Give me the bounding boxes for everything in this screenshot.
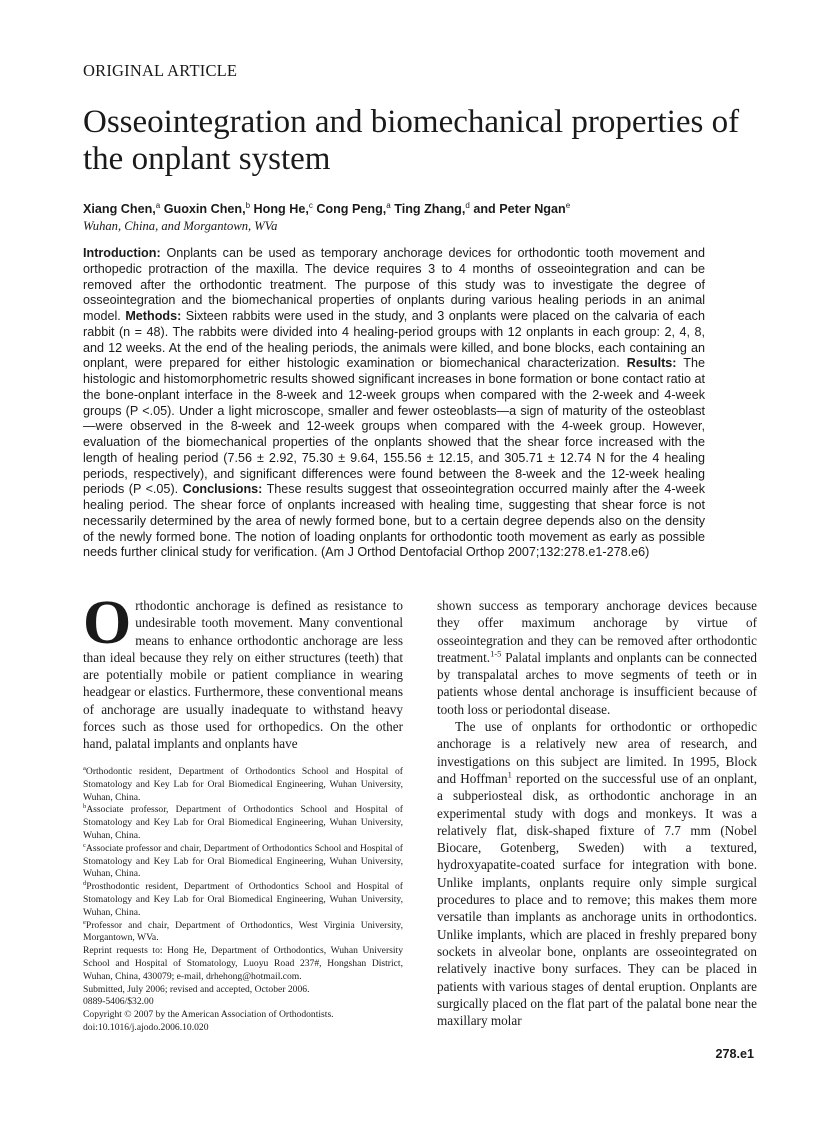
doi: doi:10.1016/j.ajodo.2006.10.020: [83, 1021, 209, 1033]
drop-cap: O: [83, 589, 132, 657]
author: Hong He,: [250, 202, 309, 217]
author: Xiang Chen,: [83, 202, 156, 217]
body-text: rthodontic anchorage is defined as resistance to undesirable tooth movement. Many conventional means to enhance orthodontic anchorage are less than ideal because they rely on either structures (teeth) that are potentially mobile or patient compliance in wearing headgear or elastics. Furthermore, these conventional means of anchorage are usually inadequate to withstand heavy forces such as those used for orthopedics. On the other hand, palatal implants and onplants have: [83, 598, 403, 752]
issn-price: 0889-5406/$32.00: [83, 996, 154, 1008]
citation: 1: [507, 769, 512, 780]
reprint-requests: Reprint requests to: Hong He, Department of Orthodontics, Wuhan University School and Hospital of Stomatology, Luoyu Road 237#, Hongshan District, Wuhan, China, 430079; e-mail, drhehong@hotmail.com.: [83, 945, 403, 982]
abstract-conclusions: These results suggest that osseointegration occurred mainly after the 4-week healing period. The shear force of onplants increased with healing time, suggesting that shear force is not necessarily determined by the area of newly formed bone, but to a certain degree depends also on the density of the newly formed bone. The notion of loading onplants for orthodontic tooth movement as early as possible needs further clinical study for verification. (Am J Orthod Dentofacial Orthop 2007;132:278.e1-278.e6): [83, 482, 705, 560]
submission-dates: Submitted, July 2006; revised and accepted, October 2006.: [83, 983, 310, 995]
footnote-text: Prosthodontic resident, Department of Orthodontics School and Hospital of Stomatology and Key Lab for Oral Biomedical Engineering, Wuhan University, Wuhan, China.: [83, 881, 403, 918]
author-affiliation-mark: b: [245, 201, 251, 210]
citation: 1-5: [490, 648, 502, 659]
body-text: The use of onplants for orthodontic or orthopedic anchorage is a relatively new area of research, and investigations on this subject are limited. In 1995, Block and Hoffman: [437, 719, 757, 786]
body-column-left: [83, 589, 403, 753]
footnote-text: Associate professor, Department of Orthodontics School and Hospital of Stomatology and Key Lab for Oral Biomedical Engineering, Wuhan University, Wuhan, China.: [83, 804, 403, 841]
footnote-mark: d: [83, 879, 87, 887]
footnote: [83, 881, 403, 919]
author: and Peter Ngan: [469, 202, 566, 217]
author-affiliation-mark: d: [465, 201, 470, 210]
author-affiliation-mark: e: [565, 201, 571, 210]
body-paragraph: [437, 718, 757, 1029]
abstract-label-results: Results:: [626, 356, 677, 371]
page-number: 278.e1: [715, 1047, 754, 1061]
author: Guoxin Chen,: [160, 202, 246, 217]
body-text: reported on the successful use of an onplant, a subperiosteal disk, as orthodontic anchorage in an experimental study with dogs and monkeys. It was a relatively flat, disk-shaped fixture of 7.7 mm (Nobel Biocare, Gotenberg, Sweden) with a textured, hydroxyapatite-coated surface for integration with bone. Unlike implants, onplants require only simple surgical procedures to place and to remove; this makes them more versatile than implants as anchorage units in orthodontics. Unlike implants, which are placed in freshly prepared bony sockets in alveolar bone, onplants are osseointegrated on relatively inactive bony surfaces. They can be placed in patients with various stages of dental eruption. Onplants are surgically placed on the flat part of the palatal bone near the maxillary molar: [437, 770, 757, 1029]
footnote: [83, 843, 403, 881]
footnotes: [83, 766, 403, 1035]
footnote-text: Orthodontic resident, Department of Orthodontics School and Hospital of Stomatology and Key Lab for Oral Biomedical Engineering, Wuhan University, Wuhan, China.: [83, 766, 403, 803]
author: Cong Peng,: [312, 202, 387, 217]
author-affiliation-mark: a: [155, 201, 161, 210]
abstract-methods: Sixteen rabbits were used in the study, and 3 onplants were placed on the calvaria of each rabbit (n = 48). The rabbits were divided into 4 healing-period groups with 12 onplants in each group: 2, 4, 8, and 12 weeks. At the end of the healing periods, the animals were killed, and bone blocks, each containing an onplant, were prepared for either histologic examination or biomechanical characterization.: [83, 309, 705, 371]
body-text: shown success as temporary anchorage devices because they offer maximum anchorage by virtue of osseointegration and they can be removed after orthodontic treatment.: [437, 598, 757, 665]
author-location: Wuhan, China, and Morgantown, WVa: [83, 219, 278, 233]
abstract-introduction: Onplants can be used as temporary anchorage devices for orthodontic tooth movement and orthopedic protraction of the maxilla. The device requires 3 to 4 months of osseointegration and can be removed after the orthodontic treatment. The purpose of this study was to investigate the degree of osseointegration and the biomechanical properties of onplants during various healing periods in an animal model.: [83, 246, 705, 323]
abstract-results: The histologic and histomorphometric results showed significant increases in bone formation or bone contact ratio at the bone-onplant interface in the 8-week and 12-week groups when compared with the 2-week and 4-week groups (P <.05). Under a light microscope, smaller and fewer osteoblasts—a sign of maturity of the osteoblast—were observed in the 8-week and 12-week groups when compared with the 4-week group. However, evaluation of the biomechanical properties of the onplants showed that the shear force increased with the length of healing period (7.56 ± 2.92, 75.30 ± 9.64, 155.56 ± 12.15, and 305.71 ± 12.74 N for the 4 healing periods, respectively), and significant differences were found between the 8-week and the 12-week healing periods (P <.05).: [83, 356, 705, 497]
footnote: [83, 920, 403, 946]
section-label: ORIGINAL ARTICLE: [83, 61, 238, 80]
footnote-text: Professor and chair, Department of Orthodontics, West Virginia University, Morgantown, WVa.: [83, 919, 403, 944]
author-affiliation-mark: a: [386, 201, 391, 210]
footnote: [83, 766, 403, 804]
abstract: [83, 246, 705, 561]
footnote-mark: b: [83, 803, 87, 811]
author-list: [83, 201, 570, 216]
footnote: [83, 804, 403, 842]
body-paragraph: [83, 589, 403, 753]
author-affiliation-mark: c: [308, 201, 313, 210]
footnote-text: Associate professor and chair, Department of Orthodontics School and Hospital of Stomatology and Key Lab for Oral Biomedical Engineering, Wuhan University, Wuhan, China.: [83, 842, 403, 880]
body-text: Palatal implants and onplants can be connected by transpalatal arches to move segments of teeth or in patients whose dental anchorage is insufficient because of tooth loss or periodontal disease.: [437, 649, 757, 717]
abstract-label-introduction: Introduction:: [83, 246, 161, 260]
abstract-label-conclusions: Conclusions:: [182, 482, 263, 497]
copyright: Copyright © 2007 by the American Association of Orthodontists.: [83, 1009, 334, 1021]
body-paragraph: [437, 597, 757, 718]
abstract-label-methods: Methods:: [125, 309, 182, 323]
body-column-right: [437, 597, 757, 1029]
article-title: Osseointegration and biomechanical properties of the onplant system: [83, 104, 740, 177]
author: Ting Zhang,: [390, 202, 466, 217]
footnote-mark: c: [83, 841, 86, 849]
footnote-mark: e: [83, 918, 86, 926]
footnote-mark: a: [83, 764, 86, 772]
